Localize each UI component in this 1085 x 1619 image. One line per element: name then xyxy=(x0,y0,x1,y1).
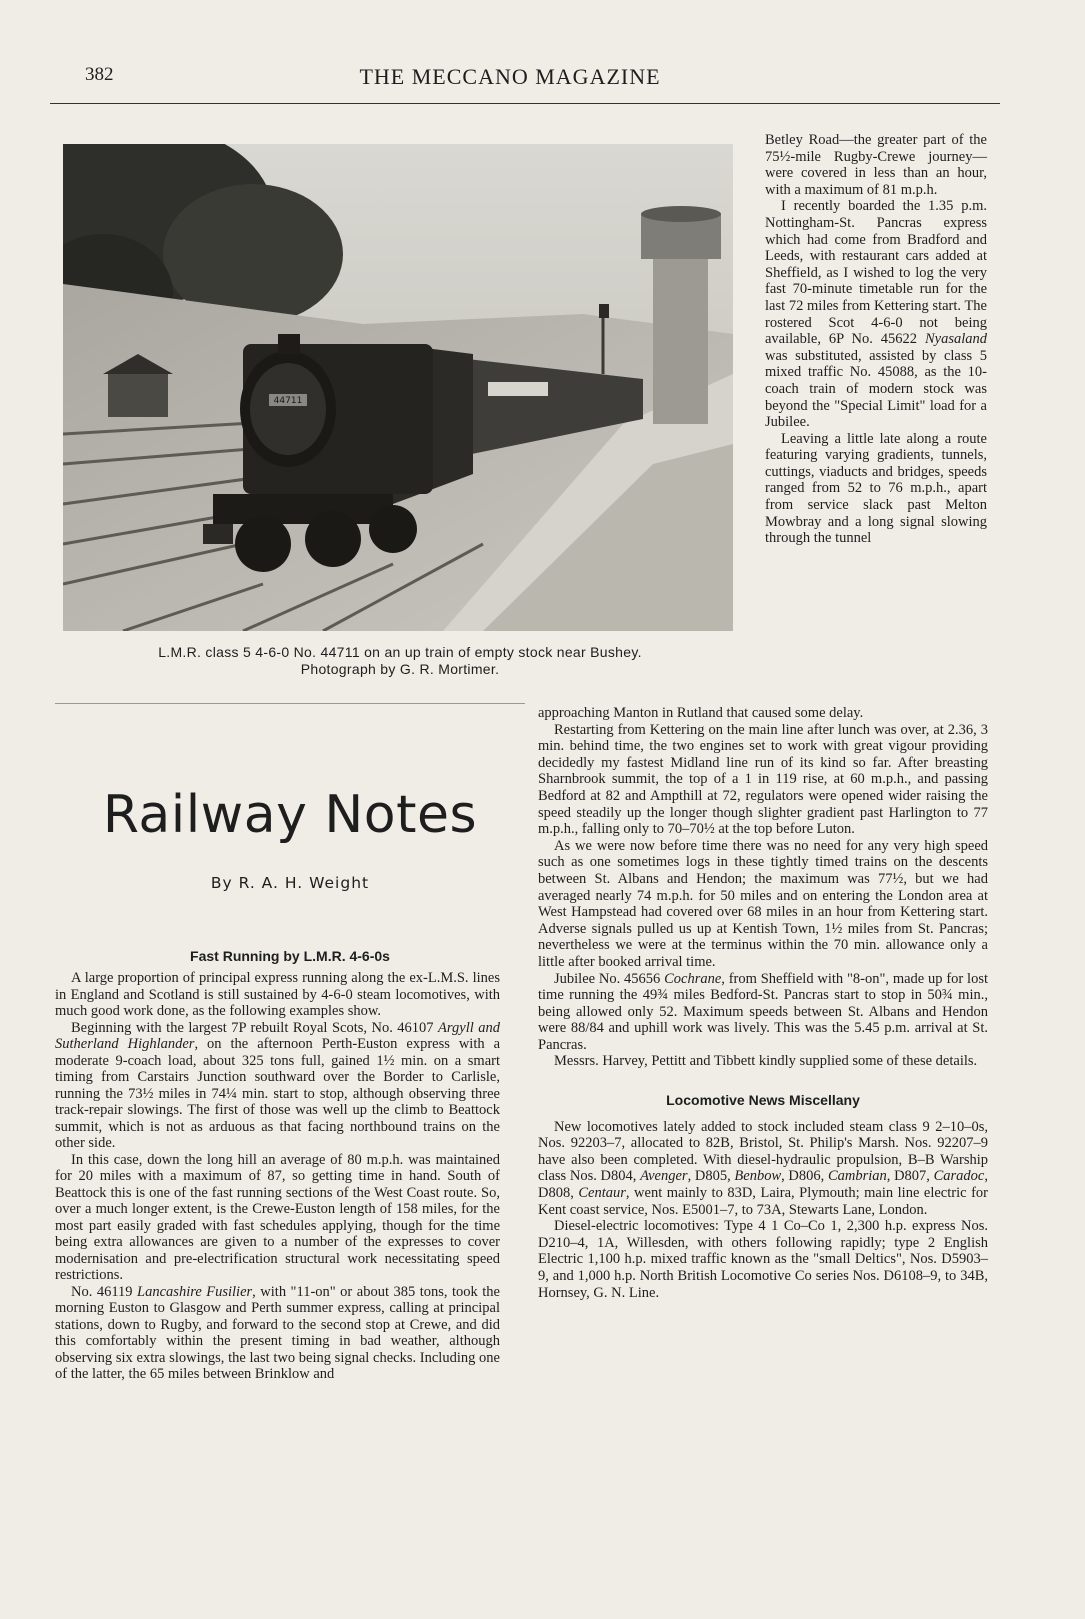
left-column xyxy=(55,970,500,1383)
smokebox-number-plate: 44711 xyxy=(273,396,303,406)
text-run: , on the afternoon Perth-Euston express with a moderate 9-coach load, about 325 tons full, gained 1½ min. on a smart timing from Carstairs Junction southward over the Border to Carlisle, running the 73½ miles in 74¼ min. start to stop, although observing three track-repair slowings. The first of those was well up the climb to Beattock summit, which is not as arduous as that facing northbound trains on the other side. xyxy=(55,1036,501,1151)
text-run: , with "11-on" or about 385 tons, took the morning Euston to Glasgow and Perth summer express, calling at principal stations, down to Rugby, and forward to the second stop at Crewe, and did this comfortably within the present timing in bad weather, although observing six extra slowings, the last two being signal checks. Including one of the latter, the 65 miles between Brinklow and xyxy=(55,1283,500,1382)
text-run: I recently boarded the 1.35 p.m. Nottingham-St. Pancras express which had come from Bradford and Leeds, with restaurant cars added at Sheffield, as I wished to log the very fast 70-minute timetable run for the last 72 miles from Kettering start. The rostered Scot 4-6-0 not being available, 6P No. 45622 xyxy=(765,198,987,348)
text-run: Beginning with the largest 7P rebuilt Royal Scots, No. 46107 xyxy=(71,1019,439,1036)
text-run: , from Sheffield with "8-on", made up for lost time running the 49¾ miles Bedford-St. Pancras start to stop in 50¾ min., being allowed only 52. Maximum speeds between St. Albans and Hendon were 88/84 and uphill work was lively. This was the 5.45 p.m. arrival at St. Pancras. xyxy=(538,970,989,1053)
locomotive-name: Cochrane xyxy=(664,970,722,987)
paragraph xyxy=(55,1020,500,1152)
text-run: , went mainly to 83D, Laira, Plymouth; main line electric for Kent coast service, Nos. E5001–7, to 73A, Stewarts Lane, London. xyxy=(538,1185,988,1218)
title-rule xyxy=(55,703,525,704)
locomotive-name: Argyll and Sutherland Highlander xyxy=(55,1019,500,1052)
paragraph xyxy=(538,1119,988,1219)
locomotive-name: Caradoc xyxy=(933,1168,985,1185)
text-run: New locomotives lately added to stock included steam class 9 2–10–0s, Nos. 92203–7, allocated to 82B, Bristol, St. Philip's Marsh. Nos. 92207–9 have also been completed. With diesel-hydraulic propulsion, B–B Warship class Nos. D804, xyxy=(538,1118,988,1185)
running-head: THE MECCANO MAGAZINE xyxy=(359,64,661,89)
paragraph xyxy=(538,971,988,1054)
locomotive-name: Centaur xyxy=(578,1185,626,1202)
locomotive-name: Cambrian xyxy=(827,1168,887,1185)
section-heading: Fast Running by L.M.R. 4-6-0s xyxy=(190,948,390,964)
byline: By R. A. H. Weight xyxy=(210,874,370,892)
locomotive-photograph xyxy=(63,144,733,631)
text-run: was substituted, assisted by class 5 mixed traffic No. 45088, as the 10-coach train of modern stock was beyond the "Special Limit" load for a Jubilee. xyxy=(765,347,987,431)
text-run: Jubilee No. 45656 xyxy=(554,970,665,987)
paragraph: Betley Road—the greater part of the 75½-mile Rugby-Crewe journey—were covered in less than an hour, with a maximum of 81 m.p.h. xyxy=(765,132,987,198)
locomotive-name: Lancashire Fusilier xyxy=(137,1283,253,1300)
section-heading: Locomotive News Miscellany xyxy=(666,1092,860,1109)
paragraph: As we were now before time there was no need for any very high speed such as one sometimes logs in these tightly timed trains on the descents between St. Albans and Hendon; the maximum was 77½, but we had averaged nearly 74 m.p.h. for 50 miles and on entering the London area at West Hampstead had covered over 68 miles in an hour from Kettering start. Adverse signals pulled us up at Kentish Town, 1½ miles from St. Pancras; nevertheless we were at the terminus within the 70 min. allowance only a little after booked arrival time. xyxy=(538,837,988,970)
right-column xyxy=(538,705,988,1301)
paragraph: Messrs. Harvey, Pettitt and Tibbett kindly supplied some of these details. xyxy=(554,1053,978,1070)
locomotive-name: Nyasaland xyxy=(924,331,987,348)
paragraph xyxy=(765,198,987,430)
text-run: , D807, xyxy=(886,1168,934,1185)
text-run: No. 46119 xyxy=(71,1283,138,1300)
text-run: , D805, xyxy=(687,1168,735,1185)
paragraph: Restarting from Kettering on the main line after lunch was over, at 2.36, 3 min. behind time, the two engines set to work with great vigour providing decidedly my fastest Midland line run of its kind so far. After breasting Sharnbrook summit, the top of a 1 in 119 rise, at 60 m.p.h., and passing Bedford at 82 and Ampthill at 72, regulators were opened wider raising the speed steadily up the longer though slighter gradient past Harlington to 77 m.p.h., falling only to 70–70½ at the top before Luton. xyxy=(538,721,988,838)
text-run: , D808, xyxy=(538,1168,988,1202)
photo-caption xyxy=(55,644,745,678)
article-title: Railway Notes xyxy=(102,785,478,845)
text-run: , D806, xyxy=(781,1168,828,1185)
paragraph xyxy=(55,1284,500,1383)
caption-line-1: L.M.R. class 5 4-6-0 No. 44711 on an up train of empty stock near Bushey. xyxy=(158,644,642,660)
locomotive-name: Benbow xyxy=(734,1168,782,1185)
narrow-column xyxy=(765,132,987,547)
caption-line-2: Photograph by G. R. Mortimer. xyxy=(300,661,500,677)
locomotive-name: Avenger xyxy=(640,1168,688,1185)
paragraph: In this case, down the long hill an average of 80 m.p.h. was maintained for 20 miles with a maximum of 87, so getting time in hand. South of Beattock this is one of the fast running sections of the West Coast route. So, over a much longer extent, is the Crewe-Euston length of 158 miles, for the most part easily graded with fast schedules applying, though for the time being extra allowances are given to a number of the expresses to cover modernisation and pre-electrification structural work necessitating speed restrictions. xyxy=(55,1151,500,1283)
paragraph: Leaving a little late along a route featuring varying gradients, tunnels, cuttings, viaducts and bridges, speeds ranged from 52 to 76 m.p.h., apart from service slack past Melton Mowbray and a long signal slowing through the tunnel xyxy=(765,430,987,547)
paragraph: A large proportion of principal express running along the ex-L.M.S. lines in England and Scotland is still sustained by 4-6-0 steam locomotives, with much good work done, as the following examples show. xyxy=(55,970,500,1019)
page-number: 382 xyxy=(85,64,114,85)
paragraph: Diesel-electric locomotives: Type 4 1 Co–Co 1, 2,300 h.p. express Nos. D210–4, 1A, Willesden, with others following rapidly; type 2 English Electric 1,100 h.p. mixed traffic known as the "small Deltics", Nos. D5903–9, and 1,000 h.p. North British Locomotive Co series Nos. D6108–9, to 34B, Hornsey, G. N. Line. xyxy=(538,1218,988,1301)
header-rule xyxy=(50,103,1000,104)
paragraph: approaching Manton in Rutland that caused some delay. xyxy=(538,705,864,721)
